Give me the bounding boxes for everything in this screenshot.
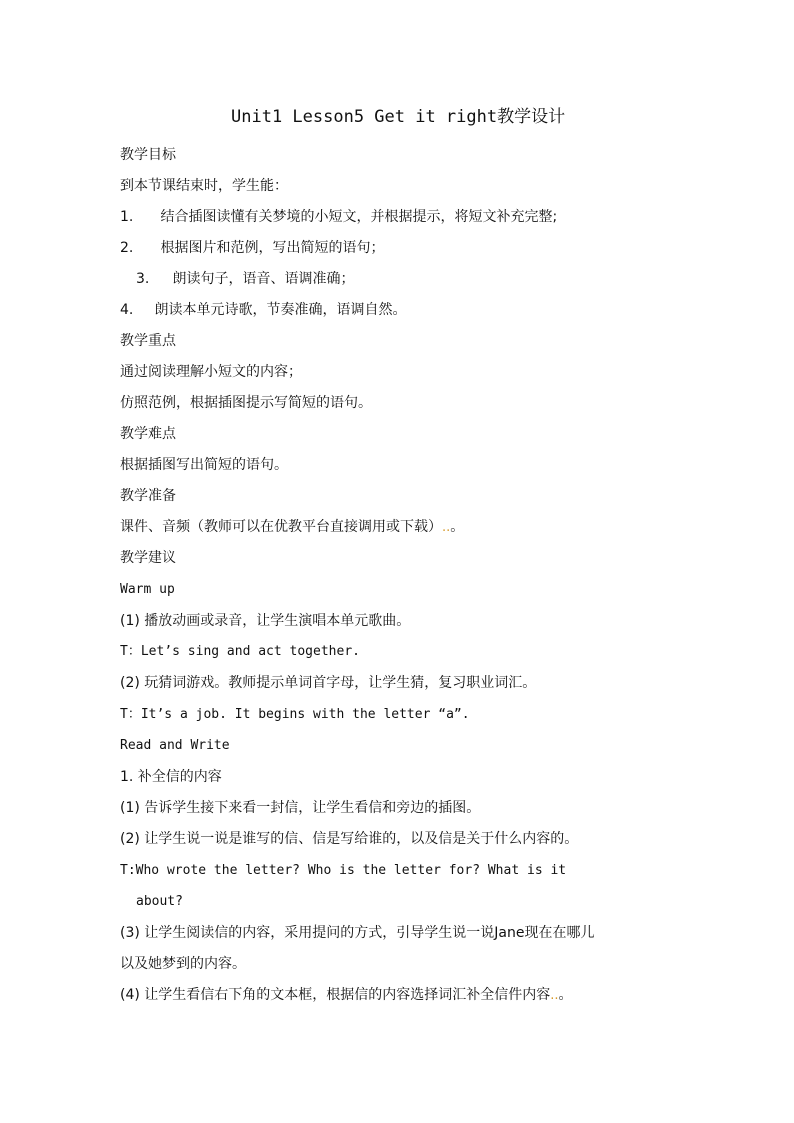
- objective-text: 朗读句子，语音、语调准确；: [172, 271, 355, 287]
- prep-heading: 教学准备: [120, 488, 176, 504]
- read-write-item-1: 1. 补全信的内容: [120, 769, 222, 785]
- focus-item-2: 仿照范例，根据插图提示写简短的语句。: [120, 395, 372, 411]
- read-write-step-3: (3) 让学生阅读信的内容，采用提问的方式，引导学生说一说Jane现在在哪儿: [120, 925, 595, 941]
- objective-text: 朗读本单元诗歌，节奏准确，语调自然。: [154, 302, 407, 318]
- read-write-step-4-end: 。: [558, 987, 573, 1003]
- objective-item-3: [136, 269, 354, 289]
- read-write-step-1: (1) 告诉学生接下来看一封信，让学生看信和旁边的插图。: [120, 800, 481, 816]
- edit-mark-icon: ..: [550, 988, 559, 1003]
- objective-item-1: [120, 207, 557, 227]
- difficulty-heading: 教学难点: [120, 426, 176, 442]
- objective-number: 2.: [120, 240, 134, 256]
- objectives-heading: 教学目标: [120, 147, 176, 163]
- warmup-heading: Warm up: [120, 582, 175, 597]
- objective-number: 1.: [120, 209, 134, 225]
- read-write-step-2-teacher-cont: about?: [136, 894, 183, 909]
- objective-number: 3.: [136, 271, 150, 287]
- read-write-step-3-cont: 以及她梦到的内容。: [120, 956, 246, 972]
- objectives-intro: 到本节课结束时，学生能：: [120, 178, 288, 194]
- warmup-step-1: (1) 播放动画或录音，让学生演唱本单元歌曲。: [120, 613, 411, 629]
- difficulty-item-1: 根据插图写出简短的语句。: [120, 457, 288, 473]
- read-write-step-4: [120, 985, 573, 1006]
- focus-heading: 教学重点: [120, 333, 176, 349]
- read-write-step-2-teacher: T:Who wrote the letter? Who is the letter for? What is it: [120, 863, 567, 878]
- read-write-step-2: (2) 让学生说一说是谁写的信、信是写给谁的，以及信是关于什么内容的。: [120, 831, 579, 847]
- warmup-step-1-teacher: T：Let’s sing and act together.: [120, 644, 360, 659]
- warmup-step-2-teacher: T：It’s a job. It begins with the letter “a”.: [120, 707, 470, 722]
- objective-text: 根据图片和范例，写出简短的语句；: [160, 240, 385, 256]
- suggest-heading: 教学建议: [120, 550, 176, 566]
- objective-item-2: [120, 238, 384, 258]
- warmup-step-2: (2) 玩猜词游戏。教师提示单词首字母，让学生猜，复习职业词汇。: [120, 675, 537, 691]
- focus-item-1: 通过阅读理解小短文的内容；: [120, 364, 302, 380]
- objective-number: 4.: [120, 302, 134, 318]
- read-write-heading: Read and Write: [120, 738, 230, 753]
- edit-mark-icon: ..: [442, 520, 451, 535]
- prep-item-1: [120, 517, 464, 538]
- objective-item-4: [120, 300, 406, 320]
- read-write-step-4-text: (4) 让学生看信右下角的文本框，根据信的内容选择词汇补全信件内容: [120, 987, 551, 1003]
- objective-text: 结合插图读懂有关梦境的小短文，并根据提示，将短文补充完整;: [160, 209, 558, 225]
- document-title: Unit1 Lesson5 Get it right教学设计: [231, 107, 566, 127]
- prep-text: 课件、音频（教师可以在优教平台直接调用或下载）: [120, 519, 442, 535]
- prep-end: 。: [450, 519, 465, 535]
